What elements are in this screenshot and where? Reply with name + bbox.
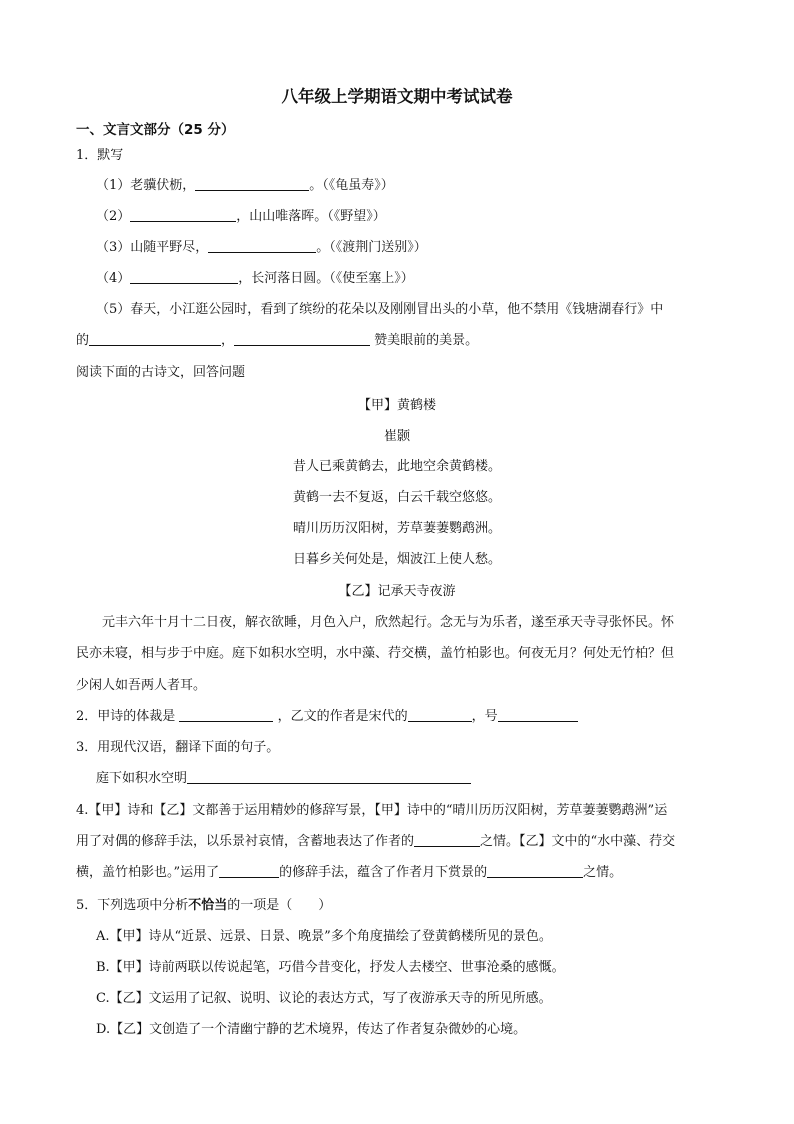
answer-blank[interactable] [130, 208, 236, 222]
answer-blank[interactable] [208, 239, 316, 253]
reading-intro: 阅读下面的古诗文，回答问题 [76, 365, 246, 380]
question-4-line: 4.【甲】诗和【乙】文都善于运用精妙的修辞写景，【甲】诗中的“晴川历历汉阳树，芳草萋萋鹦鹉洲”运 [76, 803, 668, 818]
answer-blank[interactable] [487, 864, 583, 878]
option-a[interactable]: A.【甲】诗从“近景、远景、日景、晚景”多个角度描绘了登黄鹤楼所见的景色。 [96, 929, 552, 944]
poem-line: 黄鹤一去不复返，白云千载空悠悠。 [292, 490, 501, 505]
q1-item-4: （4） ，长河落日圆。（《使至塞上》） [96, 271, 414, 286]
poem-line: 日暮乡关何处是，烟波江上使人愁。 [292, 552, 501, 567]
answer-blank[interactable] [219, 864, 279, 878]
answer-blank[interactable] [498, 708, 578, 722]
answer-blank[interactable] [187, 770, 471, 784]
prose-title: 【乙】记承天寺夜游 [338, 584, 456, 599]
poem-title: 【甲】黄鹤楼 [357, 398, 436, 413]
option-d[interactable]: D.【乙】文创造了一个清幽宁静的艺术境界，传达了作者复杂微妙的心境。 [96, 1022, 527, 1037]
section-heading: 一、文言文部分（25 分） [76, 122, 235, 138]
page-title: 八年级上学期语文期中考试试卷 [281, 87, 513, 106]
question-5-stem: 5．下列选项中分析不恰当的一项是（ ） [76, 898, 332, 913]
question-4-line: 用了对偶的修辞手法，以乐景衬哀情，含蓄地表达了作者的 之情。【乙】文中的“水中藻、荇交 [76, 834, 676, 849]
q1-item-3: （3）山随平野尽， 。（《渡荆门送别》） [96, 240, 427, 255]
q1-item-1: （1）老骥伏枥， 。（《龟虽寿》） [96, 178, 394, 193]
poem-author: 崔颢 [383, 429, 410, 444]
q1-item-5-cont: 的 ， 赞美眼前的美景。 [76, 333, 479, 348]
prose-line: 元丰六年十月十二日夜，解衣欲睡，月色入户，欣然起行。念无与为乐者，遂至承天寺寻张怀民。怀 [102, 615, 675, 630]
prose-line: 民亦未寝，相与步于中庭。庭下如积水空明，水中藻、荇交横，盖竹柏影也。何夜无月？何处无竹柏？但 [76, 646, 675, 661]
question-2: 2．甲诗的体裁是 ，乙文的作者是宋代的 ，号 [76, 708, 578, 726]
answer-blank[interactable] [408, 708, 472, 722]
poem-line: 晴川历历汉阳树，芳草萋萋鹦鹉洲。 [292, 521, 501, 536]
q1-item-2: （2） ，山山唯落晖。（《野望》） [96, 209, 386, 224]
answer-blank[interactable] [89, 332, 221, 346]
question-1-label: 1．默写 [76, 148, 124, 163]
answer-blank[interactable] [179, 708, 273, 722]
emphasis-text: 不恰当 [188, 898, 228, 913]
poem-line: 昔人已乘黄鹤去，此地空余黄鹤楼。 [292, 459, 501, 474]
answer-blank[interactable] [414, 833, 480, 847]
answer-blank[interactable] [195, 177, 309, 191]
question-3-label: 3．用现代汉语，翻译下面的句子。 [76, 740, 280, 755]
q1-item-5: （5）春天，小江逛公园时，看到了缤纷的花朵以及刚刚冒出头的小草，他不禁用《钱塘湖春行》中 [96, 302, 664, 317]
option-b[interactable]: B.【甲】诗前两联以传说起笔，巧借今昔变化，抒发人去楼空、世事沧桑的感慨。 [96, 960, 565, 975]
prose-line: 少闲人如吾两人者耳。 [76, 678, 207, 693]
question-4-line: 横，盖竹柏影也。”运用了 的修辞手法，蕴含了作者月下赏景的 之情。 [76, 865, 623, 880]
answer-blank[interactable] [234, 332, 370, 346]
option-c[interactable]: C.【乙】文运用了记叙、说明、议论的表达方式，写了夜游承天寺的所见所感。 [96, 991, 552, 1006]
answer-blank[interactable] [130, 270, 238, 284]
q3-sentence: 庭下如积水空明 [96, 770, 471, 788]
